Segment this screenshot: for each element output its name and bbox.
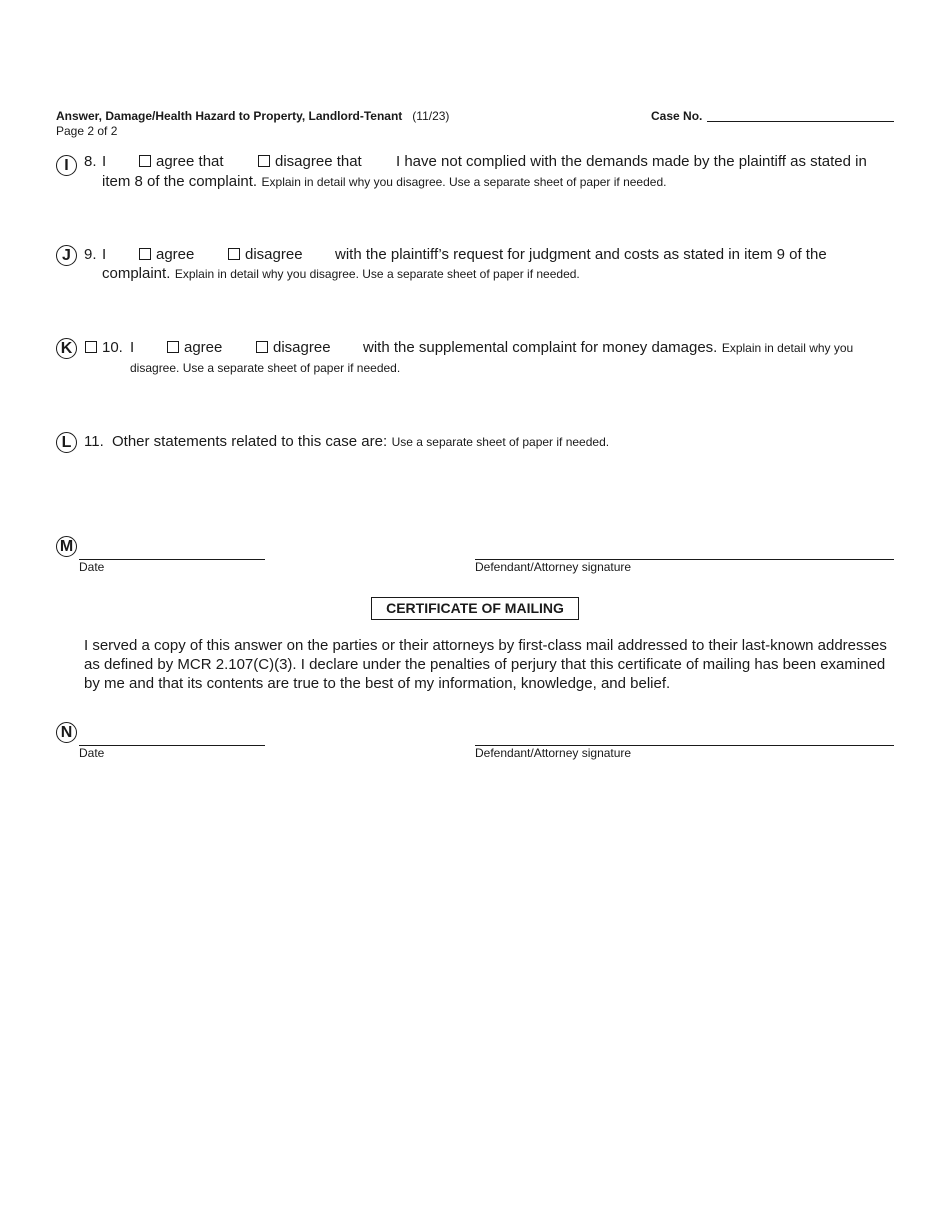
signature-label-n: Defendant/Attorney signature [475, 746, 632, 760]
item-9-marker: J [56, 245, 77, 266]
item-8-response-area[interactable] [102, 195, 894, 241]
item-8-disagree-label: disagree that [275, 153, 362, 170]
item-10-agree-label: agree [184, 339, 223, 356]
item-9-response-area[interactable] [102, 288, 894, 334]
item-8-line2 [102, 173, 666, 191]
item-10-instruction: Explain in detail why you [721, 341, 854, 355]
section-n-marker: N [56, 722, 77, 743]
item-8-instruction: Explain in detail why you disagree. Use a separate sheet of paper if needed. [261, 175, 667, 189]
section-m-marker: M [56, 536, 77, 557]
item-9-lead: I [102, 246, 107, 263]
item-8-disagree-checkbox[interactable] [258, 155, 270, 167]
item-8-marker: I [56, 155, 77, 176]
item-10-agree-checkbox[interactable] [167, 341, 179, 353]
item-9-instruction: Explain in detail why you disagree. Use a separate sheet of paper if needed. [174, 267, 580, 281]
item-8-number: 8. [84, 153, 97, 170]
form-title [56, 109, 449, 123]
item-10-line1 [363, 339, 853, 357]
item-10-instruction-cont: disagree. Use a separate sheet of paper if needed. [130, 361, 401, 375]
item-9-statement: with the plaintiff’s request for judgment and costs as stated in item 9 of the [335, 246, 827, 263]
item-11-line [112, 433, 609, 451]
form-revision: (11/23) [412, 109, 450, 123]
item-9-disagree-checkbox[interactable] [228, 248, 240, 260]
item-11-statement: Other statements related to this case are: [112, 433, 388, 450]
item-10-marker: K [56, 338, 77, 359]
item-9-disagree-label: disagree [245, 246, 303, 263]
form-title-text: Answer, Damage/Health Hazard to Property, Landlord-Tenant [56, 109, 403, 123]
item-9-agree-checkbox[interactable] [139, 248, 151, 260]
page-number: Page 2 of 2 [56, 124, 118, 138]
item-10-checkbox[interactable] [85, 341, 97, 353]
item-8-agree-label: agree that [156, 153, 224, 170]
case-no-field[interactable] [707, 121, 894, 122]
item-8-lead: I [102, 153, 107, 170]
date-field-m[interactable] [79, 559, 265, 560]
case-no-label: Case No. [651, 109, 703, 123]
item-10-lead: I [130, 339, 135, 356]
item-9-line2 [102, 265, 580, 283]
item-8-agree-checkbox[interactable] [139, 155, 151, 167]
item-9-statement-cont: complaint. [102, 265, 171, 282]
item-11-instruction: Use a separate sheet of paper if needed. [391, 435, 610, 449]
item-8-statement: I have not complied with the demands made by the plaintiff as stated in [396, 153, 867, 170]
item-11-number: 11. [84, 433, 104, 450]
item-11-marker: L [56, 432, 77, 453]
item-10-disagree-checkbox[interactable] [256, 341, 268, 353]
item-10-response-area[interactable] [130, 380, 894, 426]
item-10-statement: with the supplemental complaint for money damages. [363, 339, 718, 356]
item-9-number: 9. [84, 246, 97, 263]
item-11-response-area[interactable] [84, 456, 894, 526]
certificate-title: CERTIFICATE OF MAILING [371, 597, 579, 620]
certificate-body: I served a copy of this answer on the parties or their attorneys by first-class mail addressed to their last-known addresses as defined by MCR 2.107(C)(3). I declare under the penalties of perjury that this certificate of mailing has been examined by me and that its contents are true to the best of my information, knowledge, and belief. [84, 637, 887, 692]
item-10-number: 10. [102, 339, 123, 356]
date-field-n[interactable] [79, 745, 265, 746]
date-label-n: Date [79, 746, 105, 760]
item-10-disagree-label: disagree [273, 339, 331, 356]
item-9-agree-label: agree [156, 246, 195, 263]
date-label-m: Date [79, 560, 105, 574]
item-8-statement-cont: item 8 of the complaint. [102, 173, 258, 190]
signature-label-m: Defendant/Attorney signature [475, 560, 632, 574]
